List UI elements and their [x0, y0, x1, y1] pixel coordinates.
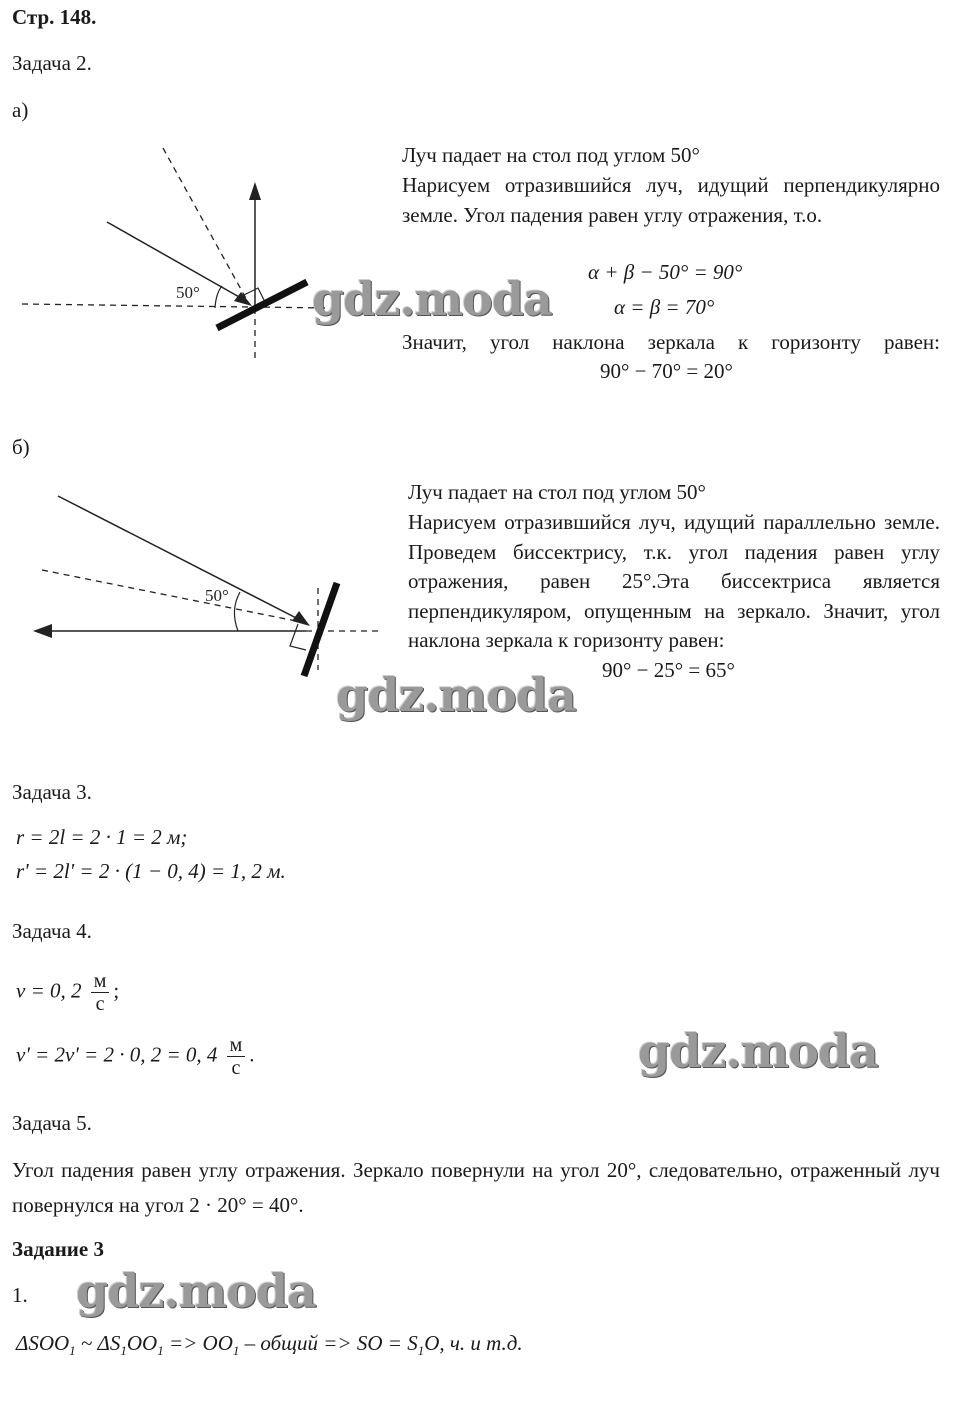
fraction-num: м	[91, 970, 110, 993]
assignment3-formula	[16, 1328, 523, 1366]
part-b-result: 90° − 25° = 65°	[602, 658, 735, 682]
fraction-num: м	[227, 1034, 246, 1057]
fraction-den: с	[231, 1057, 241, 1079]
right-angle-marker	[290, 624, 306, 650]
task4-line1-end: ;	[113, 978, 120, 1003]
subscript: 1	[69, 1343, 76, 1359]
task5-title: Задача 5.	[12, 1111, 92, 1135]
task4-line1	[16, 970, 119, 1015]
subscript: 1	[232, 1343, 240, 1359]
formula-part: OO	[126, 1331, 158, 1355]
task2-title: Задача 2.	[12, 51, 92, 75]
part-a-eq2: α = β = 70°	[614, 295, 715, 319]
task4-line2	[16, 1034, 255, 1079]
incident-arrow	[292, 611, 310, 626]
angle-label-b: 50°	[205, 586, 229, 605]
part-a-result: 90° − 70° = 20°	[600, 359, 733, 383]
assignment3-title: Задание 3	[12, 1237, 104, 1261]
fraction-den: с	[95, 993, 105, 1015]
task4-title: Задача 4.	[12, 919, 92, 943]
formula-part: O, ч. и т.д.	[424, 1331, 523, 1355]
fraction-m-s	[227, 1034, 246, 1079]
reflected-arrow	[33, 624, 52, 638]
diagram-b	[0, 480, 390, 690]
subscript: 1	[120, 1343, 127, 1359]
task5-paragraph: Угол падения равен углу отражения. Зеркало повернули на угол 20°, следовательно, отраженный луч повернулся на угол 2 · 20° = 40°.	[12, 1158, 940, 1217]
diagram-a	[0, 130, 390, 370]
angle-arc	[234, 592, 240, 631]
formula-part: ΔSOO	[16, 1331, 70, 1355]
bisector-dashed	[42, 570, 306, 623]
normal-dashed	[163, 148, 248, 302]
task4-line2-left: v' = 2v' = 2 · 0, 2 = 0, 4	[16, 1042, 218, 1067]
watermark: gdz.moda	[638, 1024, 878, 1078]
part-a-conclusion: Значит, угол наклона зеркала к горизонту равен:	[402, 330, 940, 354]
watermark: gdz.moda	[76, 1264, 316, 1318]
part-b-label: б)	[12, 435, 30, 459]
mirror	[217, 282, 307, 328]
task3-title: Задача 3.	[12, 780, 92, 804]
watermark: gdz.moda	[336, 668, 576, 722]
page-header: Стр. 148.	[12, 5, 97, 29]
task3-line1: r = 2l = 2 · 1 = 2 м;	[16, 825, 188, 849]
subscript: 1	[417, 1343, 425, 1359]
subscript: 1	[157, 1343, 164, 1359]
incident-ray	[58, 496, 306, 623]
part-a-label: а)	[12, 98, 29, 122]
part-a-paragraph: Нарисуем отразившийся луч, идущий перпендикулярно земле. Угол падения равен углу отражения, т.о.	[402, 173, 940, 227]
formula-part: – общий => SO = S	[239, 1331, 418, 1355]
part-b-line1: Луч падает на стол под углом 50°	[408, 480, 706, 504]
angle-arc	[215, 286, 222, 308]
angle-label-a: 50°	[176, 283, 200, 302]
task3-line2: r' = 2l' = 2 · (1 − 0, 4) = 1, 2 м.	[16, 859, 286, 883]
part-a-eq1: α + β − 50° = 90°	[588, 260, 743, 284]
mirror	[304, 583, 337, 676]
part-b-paragraph: Нарисуем отразившийся луч, идущий параллельно земле. Проведем биссектрису, т.к. угол падения равен углу отражения, равен 25°.Эта биссектриса является перпендикуляром, опущенным на зеркало. Значит, угол наклона зеркала к горизонту равен:	[408, 510, 940, 652]
horizontal-line	[22, 304, 330, 308]
fraction-m-s	[91, 970, 110, 1015]
part-a-line1: Луч падает на стол под углом 50°	[402, 143, 700, 167]
watermark: gdz.moda	[312, 272, 552, 326]
right-angle-marker	[244, 288, 264, 300]
formula-part: => OO	[163, 1331, 233, 1355]
reflected-ray-arrow	[249, 182, 261, 200]
task4-line1-left: v = 0, 2	[16, 978, 82, 1003]
task4-line2-end: .	[249, 1042, 255, 1067]
formula-part: ~ ΔS	[75, 1331, 121, 1355]
assignment3-item-number: 1.	[12, 1283, 28, 1307]
